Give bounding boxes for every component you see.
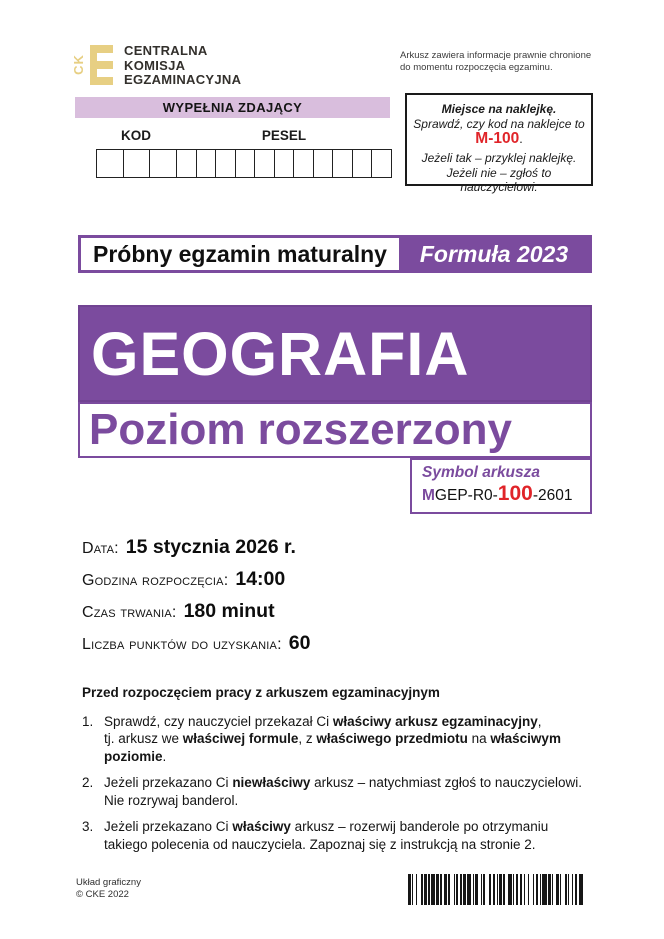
- credit-line-1: Układ graficzny: [76, 877, 141, 888]
- logo-line-2: KOMISJA: [124, 57, 186, 73]
- instruction-item-3: [82, 818, 596, 853]
- legal-notice-line-2: do momentu rozpoczęcia egzaminu.: [400, 61, 553, 73]
- pesel-cell[interactable]: [352, 149, 373, 178]
- sticker-code-period: .: [519, 132, 523, 146]
- cke-logo-ck-glyph: CK: [70, 54, 86, 75]
- instruction-text-1: Sprawdź, czy nauczyciel przekazał Ci właściwy arkusz egzaminacyjny, tj. arkusz we właściwej formule, z właściwego przedmiotu na właściwym poziomie.: [104, 713, 561, 764]
- barcode-bar: [583, 874, 584, 905]
- barcode: [408, 874, 586, 905]
- start-time-label: Godzina rozpoczęcia:: [82, 572, 229, 589]
- instruction-number-1: 1.: [82, 713, 94, 729]
- pesel-label: PESEL: [261, 128, 307, 143]
- instructions-heading: Przed rozpoczęciem pracy z arkuszem egzaminacyjnym: [82, 685, 440, 700]
- cke-logo-block: [70, 43, 242, 88]
- subject-title: GEOGRAFIA: [91, 319, 470, 388]
- exam-details: [82, 536, 310, 664]
- instruction-text-2: Jeżeli przekazano Ci niewłaściwy arkusz – natychmiast zgłoś to nauczycielowi. Nie rozrywaj banderol.: [104, 775, 582, 808]
- pesel-cell[interactable]: [371, 149, 392, 178]
- sticker-yes-line: Jeżeli tak – przyklej naklejkę.: [421, 151, 577, 165]
- sticker-code: M-100: [475, 130, 520, 147]
- sticker-title: Miejsce na naklejkę.: [441, 102, 557, 116]
- pesel-cell[interactable]: [332, 149, 353, 178]
- exam-type-banner: [78, 235, 592, 273]
- symbol-code-suffix: -2601: [532, 487, 573, 504]
- cke-logo-text: [124, 44, 241, 88]
- legal-notice: [400, 50, 600, 73]
- pesel-cell[interactable]: [274, 149, 295, 178]
- pesel-cell[interactable]: [254, 149, 275, 178]
- sticker-placement-box: [405, 93, 593, 194]
- pesel-cell[interactable]: [235, 149, 256, 178]
- kod-cell[interactable]: [149, 149, 177, 178]
- date-value: 15 stycznia 2026 r.: [125, 536, 296, 558]
- sheet-symbol-label: Symbol arkusza: [422, 464, 541, 481]
- logo-line-3: EGZAMINACYJNA: [124, 72, 242, 87]
- kod-cell[interactable]: [96, 149, 124, 178]
- legal-notice-line-1: Arkusz zawiera informacje prawnie chronione: [400, 50, 592, 61]
- pesel-input-cells[interactable]: [176, 149, 392, 178]
- instruction-text-3: Jeżeli przekazano Ci właściwy arkusz – rozerwij banderole po otrzymaniu takiego polecenia od nauczyciela. Zapoznaj się z instrukcją na stronie 2.: [104, 819, 549, 852]
- instruction-number-2: 2.: [82, 775, 94, 790]
- level-banner: [78, 402, 592, 458]
- subject-banner: [78, 305, 592, 402]
- fill-in-by-candidate-bar: [75, 97, 390, 118]
- pesel-cell[interactable]: [176, 149, 197, 178]
- cke-logo-icon: [70, 44, 115, 86]
- level-title: Poziom rozszerzony: [89, 405, 512, 454]
- start-time-value: 14:00: [235, 568, 286, 590]
- pesel-cell[interactable]: [215, 149, 236, 178]
- max-points-value: 60: [288, 632, 311, 654]
- instruction-number-3: 3.: [82, 819, 94, 834]
- date-label: Data:: [82, 540, 119, 557]
- symbol-code-mid: GEP-R0-: [434, 487, 498, 504]
- detail-row-date: [82, 536, 310, 559]
- pesel-cell[interactable]: [196, 149, 217, 178]
- instruction-item-2: [82, 774, 596, 809]
- fill-bar-label: WYPEŁNIA ZDAJĄCY: [162, 100, 303, 115]
- max-points-label: Liczba punktów do uzyskania:: [82, 636, 282, 653]
- sticker-check-line: Sprawdź, czy kod na naklejce to: [413, 116, 585, 131]
- kod-input-cells[interactable]: [96, 149, 177, 178]
- symbol-code-m: M: [422, 487, 435, 504]
- sheet-symbol-code: [422, 482, 590, 508]
- symbol-code-number: 100: [497, 482, 533, 505]
- detail-row-max-points: [82, 632, 310, 655]
- sheet-symbol-box: [410, 458, 592, 514]
- sticker-no-line: Jeżeli nie – zgłoś to nauczycielowi.: [446, 165, 552, 194]
- formula-label: Formuła 2023: [419, 240, 569, 267]
- pesel-cell[interactable]: [293, 149, 314, 178]
- kod-label: KOD: [121, 128, 151, 143]
- layout-credit: [76, 877, 141, 900]
- detail-row-start-time: [82, 568, 310, 591]
- exam-type-label: Próbny egzamin maturalny: [81, 238, 399, 270]
- duration-label: Czas trwania:: [82, 604, 177, 621]
- cke-logo-e-glyph: [90, 45, 114, 85]
- pesel-cell[interactable]: [313, 149, 334, 178]
- kod-cell[interactable]: [123, 149, 151, 178]
- detail-row-duration: [82, 600, 310, 623]
- duration-value: 180 minut: [183, 600, 275, 622]
- sticker-code-line: [407, 131, 591, 147]
- instructions-section: [82, 684, 596, 862]
- logo-line-1: CENTRALNA: [124, 43, 208, 58]
- instruction-item-1: [82, 713, 596, 766]
- credit-line-2: © CKE 2022: [76, 888, 129, 900]
